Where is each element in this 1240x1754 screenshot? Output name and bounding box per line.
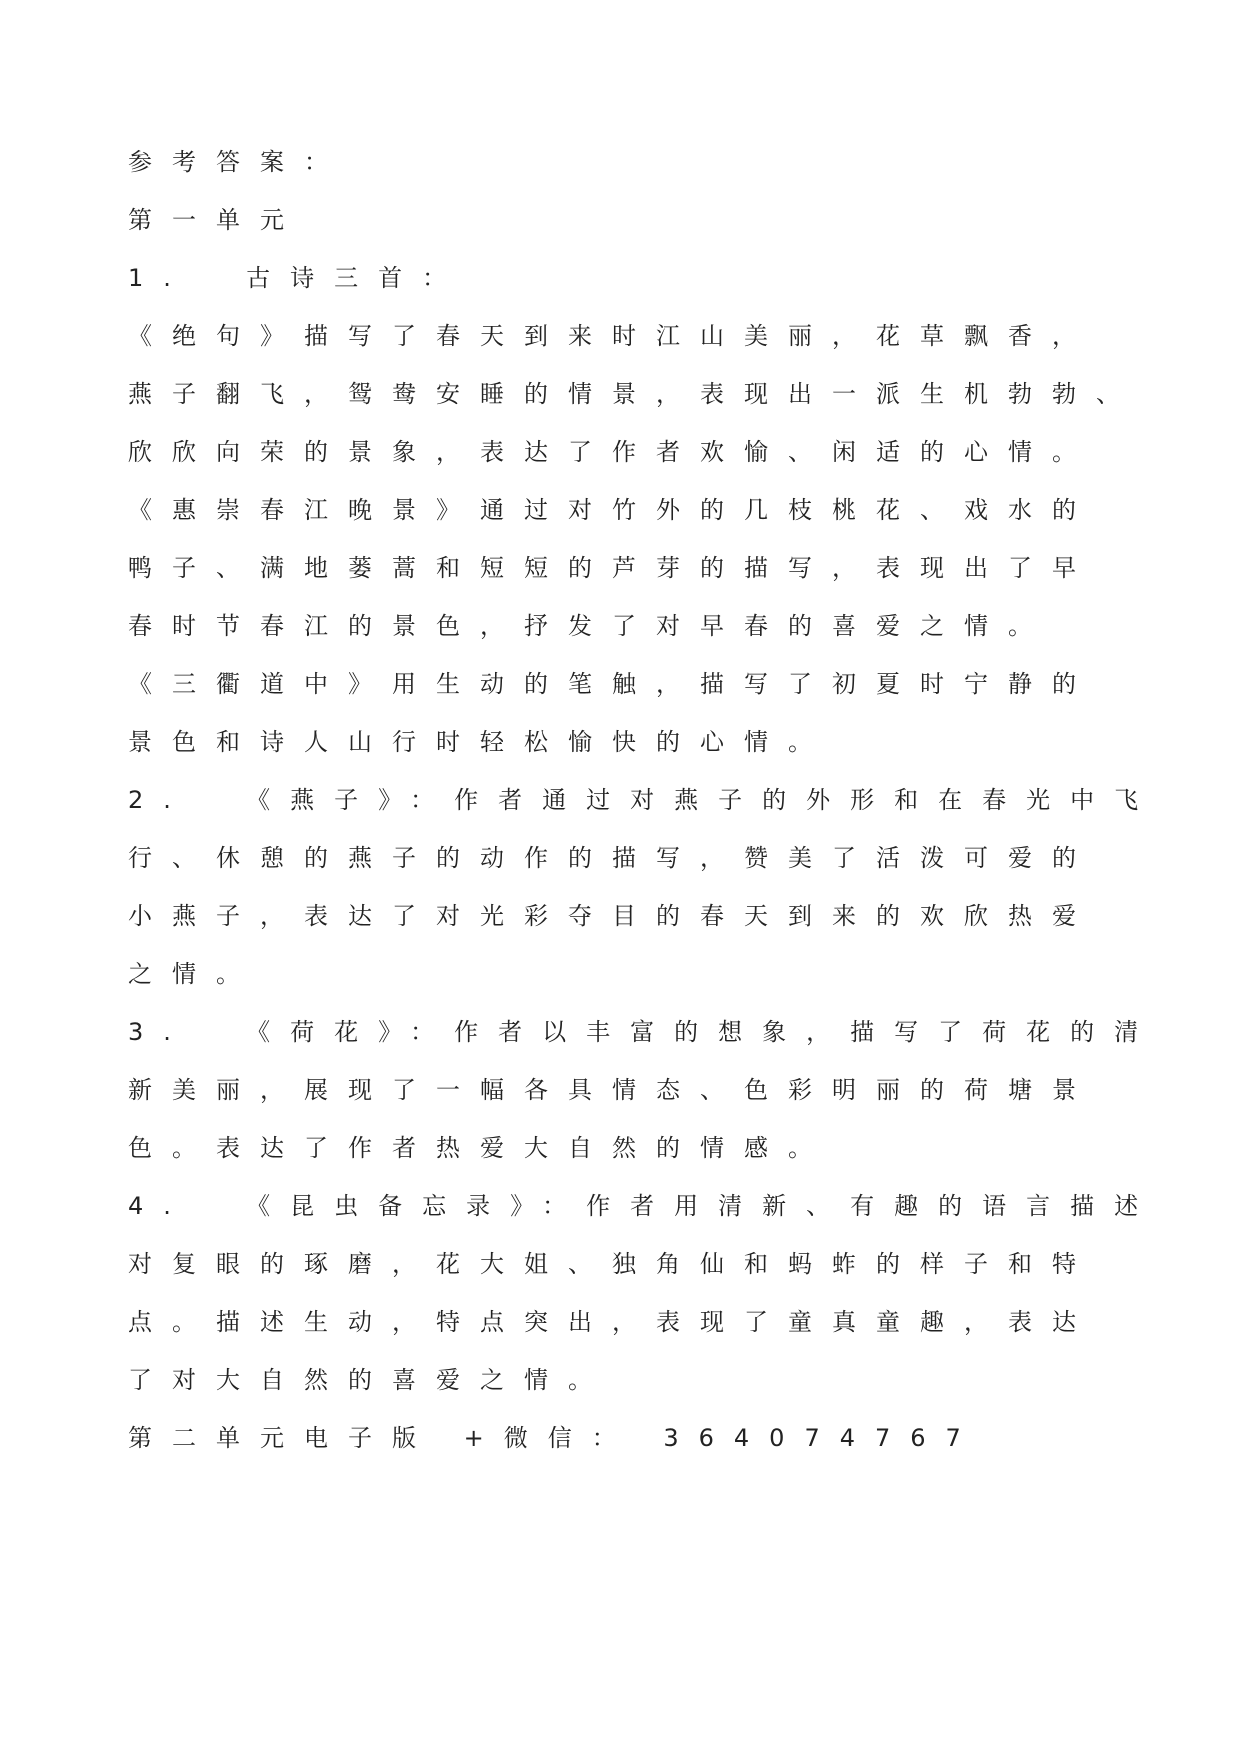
- text-line: 燕子翻飞，鸳鸯安睡的情景，表现出一派生机勃勃、: [128, 380, 1140, 408]
- item-4-title: 4. 《昆虫备忘录》：作者用清新、有趣的语言描述: [128, 1192, 1159, 1220]
- text-line: 点。描述生动，特点突出，表现了童真童趣，表达: [128, 1308, 1096, 1336]
- text-line: 春时节春江的景色，抒发了对早春的喜爱之情。: [128, 612, 1052, 640]
- text-line: 《绝句》描写了春天到来时江山美丽，花草飘香，: [128, 322, 1096, 350]
- heading-unit-1: 第一单元: [128, 206, 304, 234]
- item-3-title: 3. 《荷花》：作者以丰富的想象，描写了荷花的清: [128, 1018, 1159, 1046]
- text-line: 新美丽，展现了一幅各具情态、色彩明丽的荷塘景: [128, 1076, 1096, 1104]
- item-1-title: 1. 古诗三首：: [128, 264, 467, 292]
- text-line: 之情。: [128, 960, 260, 988]
- text-line: 对复眼的琢磨，花大姐、独角仙和蚂蚱的样子和特: [128, 1250, 1096, 1278]
- text-line: 行、休憩的燕子的动作的描写，赞美了活泼可爱的: [128, 844, 1096, 872]
- text-line: 色。表达了作者热爱大自然的情感。: [128, 1134, 832, 1162]
- text-line: 《三衢道中》用生动的笔触，描写了初夏时宁静的: [128, 670, 1096, 698]
- text-line: 欣欣向荣的景象，表达了作者欢愉、闲适的心情。: [128, 438, 1096, 466]
- text-line: 小燕子，表达了对光彩夺目的春天到来的欢欣热爱: [128, 902, 1096, 930]
- item-2-title: 2. 《燕子》：作者通过对燕子的外形和在春光中飞: [128, 786, 1159, 814]
- text-line: 《惠崇春江晚景》通过对竹外的几枝桃花、戏水的: [128, 496, 1096, 524]
- footer-contact-line: 第二单元电子版 +微信： 364074767: [128, 1424, 981, 1452]
- text-line: 了对大自然的喜爱之情。: [128, 1366, 612, 1394]
- text-line: 鸭子、满地蒌蒿和短短的芦芽的描写，表现出了早: [128, 554, 1096, 582]
- heading-answers: 参考答案：: [128, 148, 348, 176]
- text-line: 景色和诗人山行时轻松愉快的心情。: [128, 728, 832, 756]
